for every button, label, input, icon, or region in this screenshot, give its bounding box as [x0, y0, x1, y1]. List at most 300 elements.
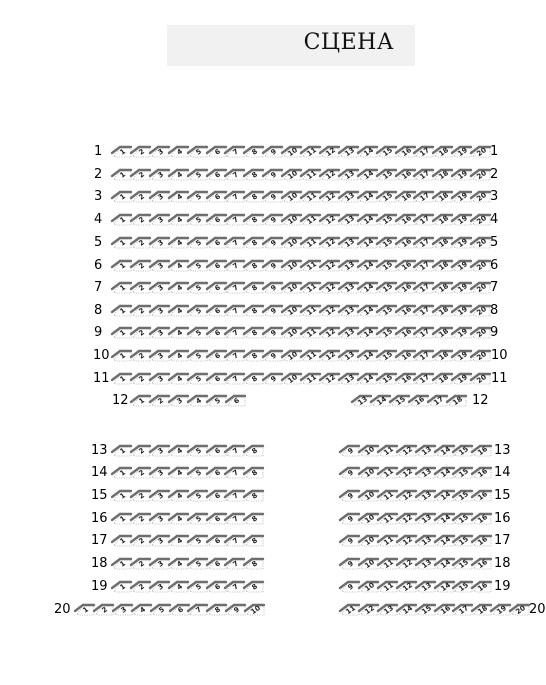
seat-number: 5	[194, 283, 203, 293]
seat-number: 15	[381, 169, 394, 182]
seat-number: 9	[269, 170, 279, 180]
seat-number: 2	[100, 605, 109, 615]
seat-number: 8	[250, 238, 260, 248]
seat-number: 13	[420, 490, 433, 503]
seat-number: 3	[156, 446, 165, 456]
seat-number: 2	[137, 514, 146, 524]
seat-number: 7	[231, 514, 241, 524]
seat-number: 7	[231, 536, 241, 546]
seat-number: 19	[456, 146, 470, 159]
seat-number: 3	[119, 605, 128, 615]
seat-number: 15	[457, 467, 471, 480]
seat-number: 14	[438, 558, 452, 571]
stage-label: СЦЕНА	[303, 30, 394, 55]
seat-number: 17	[418, 191, 432, 204]
seat-number: 6	[212, 468, 222, 478]
seat-number: 10	[249, 604, 263, 617]
seat-number: 17	[418, 327, 432, 340]
seat-number: 14	[362, 214, 375, 227]
seat[interactable]	[470, 371, 492, 389]
seat-number: 14	[362, 305, 375, 318]
row-label-right: 9	[490, 325, 499, 340]
row-label-left: 7	[94, 280, 103, 295]
seat-number: 14	[362, 191, 375, 204]
seat-number: 6	[212, 283, 222, 293]
seat-number: 15	[457, 581, 471, 594]
seat[interactable]	[243, 465, 265, 483]
seat-number: 15	[394, 395, 407, 408]
seat-number: 7	[231, 351, 241, 361]
seat-number: 11	[305, 373, 319, 386]
seat-number: 15	[381, 282, 394, 295]
seat-number: 12	[401, 535, 414, 548]
seat-number: 20	[514, 604, 528, 617]
seat-number: 9	[346, 536, 356, 546]
seat-number: 5	[194, 215, 203, 225]
seat[interactable]	[243, 533, 265, 551]
seat[interactable]	[471, 443, 493, 461]
seat-number: 1	[118, 446, 128, 456]
seat[interactable]	[244, 602, 266, 620]
seat-number: 13	[343, 350, 356, 363]
seat-number: 20	[475, 260, 489, 273]
seat-number: 10	[363, 581, 376, 594]
seat[interactable]	[470, 144, 492, 162]
seat-number: 6	[212, 261, 222, 271]
seat-number: 9	[269, 306, 279, 316]
row-label-left: 20	[54, 602, 71, 617]
seat-number: 2	[137, 328, 146, 338]
seat-number: 5	[194, 170, 203, 180]
seat-number: 16	[476, 581, 490, 594]
seat-number: 3	[156, 215, 165, 225]
row-label-left: 16	[91, 511, 108, 526]
seat-number: 4	[175, 328, 184, 338]
seat-number: 8	[250, 192, 260, 202]
seat-number: 12	[401, 445, 414, 458]
seat-number: 2	[156, 396, 165, 406]
seat-number: 1	[118, 192, 128, 202]
seat-number: 16	[399, 282, 413, 295]
seat-number: 16	[413, 395, 426, 408]
seat-number: 10	[286, 260, 300, 273]
row-label-left: 18	[91, 556, 108, 571]
seat-number: 5	[194, 374, 203, 384]
seat-number: 10	[363, 535, 376, 548]
seat-number: 14	[362, 260, 375, 273]
seat-number: 12	[324, 260, 337, 273]
row-label-left: 14	[91, 465, 108, 480]
row-label-left: 1	[94, 144, 103, 159]
row-label-right: 12	[472, 393, 489, 408]
seat-number: 8	[250, 536, 260, 546]
seat-number: 6	[212, 582, 222, 592]
seat-number: 9	[269, 351, 279, 361]
row-label-left: 17	[91, 533, 108, 548]
seat-number: 18	[437, 327, 451, 340]
row-label-right: 15	[494, 488, 511, 503]
seat-number: 5	[194, 514, 203, 524]
seat-number: 10	[363, 513, 376, 526]
seat-number: 4	[175, 215, 184, 225]
seat-number: 11	[305, 169, 319, 182]
seat-number: 20	[475, 191, 489, 204]
seat-number: 3	[156, 170, 165, 180]
seat-number: 14	[362, 282, 375, 295]
seat-number: 6	[175, 605, 185, 615]
row-label-left: 9	[94, 325, 103, 340]
seat-number: 4	[175, 170, 184, 180]
seat-number: 4	[175, 351, 184, 361]
seat-number: 11	[382, 513, 395, 526]
seat-number: 5	[194, 536, 203, 546]
seat-number: 12	[324, 169, 337, 182]
seat-number: 7	[231, 261, 241, 271]
seat[interactable]	[471, 579, 493, 597]
seat-number: 13	[382, 604, 395, 617]
seat[interactable]	[470, 325, 492, 343]
seat-number: 6	[212, 514, 222, 524]
seat-number: 6	[212, 306, 222, 316]
seat-number: 9	[269, 328, 279, 338]
seat[interactable]	[471, 556, 493, 574]
row-label-right: 16	[494, 511, 511, 526]
seat-number: 15	[457, 558, 471, 571]
seat-number: 4	[175, 491, 184, 501]
seat-number: 4	[175, 283, 184, 293]
seat-number: 12	[324, 282, 337, 295]
seat-number: 18	[437, 305, 451, 318]
seat-number: 19	[456, 305, 470, 318]
seat-number: 4	[175, 306, 184, 316]
seat-number: 3	[156, 536, 165, 546]
seat-number: 15	[457, 513, 471, 526]
seat-number: 15	[381, 305, 394, 318]
seat-number: 1	[118, 147, 128, 157]
seat[interactable]	[243, 579, 265, 597]
seat-number: 14	[362, 327, 375, 340]
seat-number: 13	[343, 214, 356, 227]
seat[interactable]	[470, 258, 492, 276]
seat-number: 5	[194, 559, 203, 569]
row-label-left: 8	[94, 303, 103, 318]
seat-number: 17	[457, 604, 471, 617]
seat-number: 11	[305, 282, 319, 295]
seat-number: 10	[363, 467, 376, 480]
seat-number: 18	[437, 282, 451, 295]
seat-number: 1	[118, 374, 128, 384]
seat-number: 8	[250, 582, 260, 592]
seat[interactable]	[471, 488, 493, 506]
seat-number: 11	[305, 237, 319, 250]
seat-number: 5	[213, 396, 222, 406]
seat-number: 16	[476, 558, 490, 571]
seat-number: 9	[269, 374, 279, 384]
seat-number: 8	[250, 351, 260, 361]
seat-number: 4	[138, 605, 147, 615]
seat-number: 16	[399, 146, 413, 159]
seat-number: 4	[175, 261, 184, 271]
seat-number: 4	[175, 192, 184, 202]
seat-number: 3	[156, 261, 165, 271]
seat-number: 17	[418, 373, 432, 386]
seat-number: 16	[438, 604, 452, 617]
seat-number: 9	[269, 283, 279, 293]
seat-number: 7	[231, 582, 241, 592]
seat-number: 15	[381, 350, 394, 363]
row-label-right: 17	[494, 533, 511, 548]
seat-number: 1	[81, 605, 91, 615]
seat-number: 18	[437, 237, 451, 250]
seat-number: 14	[438, 490, 452, 503]
seat-number: 7	[231, 192, 241, 202]
seat-number: 6	[212, 491, 222, 501]
seat-number: 8	[250, 283, 260, 293]
seat-number: 12	[324, 327, 337, 340]
seat-number: 13	[420, 558, 433, 571]
seat-number: 13	[420, 581, 433, 594]
seat[interactable]	[471, 465, 493, 483]
row-label-right: 10	[491, 348, 508, 363]
seat-number: 18	[437, 169, 451, 182]
seat-number: 12	[324, 350, 337, 363]
seat-number: 8	[213, 605, 223, 615]
seat-number: 12	[324, 146, 337, 159]
seat-number: 6	[212, 351, 222, 361]
seat-number: 6	[212, 536, 222, 546]
seat-number: 16	[399, 260, 413, 273]
seat-number: 18	[437, 191, 451, 204]
seat-number: 18	[437, 373, 451, 386]
seat-number: 11	[305, 191, 319, 204]
seat-number: 20	[475, 373, 489, 386]
seat-number: 2	[137, 147, 146, 157]
seat-number: 18	[437, 350, 451, 363]
seat-number: 1	[118, 170, 128, 180]
seat-number: 14	[438, 513, 452, 526]
seat-number: 5	[194, 491, 203, 501]
seat-number: 2	[137, 261, 146, 271]
seat-number: 10	[363, 490, 376, 503]
row-label-left: 15	[91, 488, 108, 503]
seat-number: 15	[457, 490, 471, 503]
seat-number: 10	[286, 373, 300, 386]
seat-number: 3	[156, 147, 165, 157]
seat-number: 11	[382, 558, 395, 571]
seat-number: 13	[343, 282, 356, 295]
seat-number: 12	[324, 305, 337, 318]
seat-number: 12	[401, 513, 414, 526]
seat[interactable]	[470, 167, 492, 185]
seat-number: 9	[232, 605, 242, 615]
seat-number: 7	[231, 306, 241, 316]
seat[interactable]	[470, 303, 492, 321]
seat-number: 14	[362, 146, 375, 159]
row-label-right: 4	[490, 212, 499, 227]
seat[interactable]	[446, 393, 468, 411]
seat-number: 12	[401, 581, 414, 594]
seat-number: 2	[137, 536, 146, 546]
seat-number: 16	[399, 214, 413, 227]
seat-number: 6	[212, 559, 222, 569]
seat-number: 12	[401, 467, 414, 480]
seat-number: 8	[250, 215, 260, 225]
seat-number: 3	[156, 306, 165, 316]
seat-number: 3	[156, 374, 165, 384]
seat-number: 7	[231, 468, 241, 478]
seat-number: 20	[475, 169, 489, 182]
seat[interactable]	[470, 348, 492, 366]
seat-number: 19	[456, 214, 470, 227]
seat-number: 9	[269, 192, 279, 202]
seat-number: 5	[194, 147, 203, 157]
seat-number: 5	[194, 468, 203, 478]
seat-number: 18	[437, 214, 451, 227]
seat-number: 12	[401, 490, 414, 503]
seat-number: 3	[156, 559, 165, 569]
seat-number: 11	[305, 146, 319, 159]
seat[interactable]	[470, 280, 492, 298]
seat-number: 2	[137, 306, 146, 316]
row-label-left: 19	[91, 579, 108, 594]
row-label-left: 10	[93, 348, 110, 363]
seat-number: 2	[137, 559, 146, 569]
seat-number: 10	[363, 558, 376, 571]
seat-number: 7	[231, 283, 241, 293]
seat-number: 2	[137, 238, 146, 248]
seat-number: 2	[137, 170, 146, 180]
seat-number: 10	[286, 350, 300, 363]
seat-number: 8	[250, 147, 260, 157]
seat-number: 9	[346, 582, 356, 592]
seat-number: 13	[420, 513, 433, 526]
seat-number: 16	[399, 373, 413, 386]
seat-number: 9	[269, 215, 279, 225]
seat-number: 8	[250, 559, 260, 569]
seat-number: 7	[231, 446, 241, 456]
seat[interactable]	[471, 533, 493, 551]
seat-number: 6	[212, 238, 222, 248]
seat-number: 9	[346, 468, 356, 478]
seat-number: 20	[475, 237, 489, 250]
seat-number: 13	[343, 305, 356, 318]
seat-number: 4	[175, 582, 184, 592]
seat[interactable]	[225, 393, 247, 411]
seat-number: 8	[250, 328, 260, 338]
seat-number: 11	[382, 467, 395, 480]
row-label-left: 12	[112, 393, 129, 408]
seat-number: 17	[418, 237, 432, 250]
seat-number: 15	[381, 260, 394, 273]
seat-number: 10	[363, 445, 376, 458]
seat-number: 8	[250, 170, 260, 180]
seat-number: 13	[420, 445, 433, 458]
seat[interactable]	[470, 235, 492, 253]
seat-number: 6	[212, 192, 222, 202]
seat-number: 7	[231, 491, 241, 501]
seat-number: 14	[438, 467, 452, 480]
seat-number: 10	[286, 237, 300, 250]
seat[interactable]	[243, 556, 265, 574]
seat-number: 3	[156, 192, 165, 202]
seat-number: 8	[250, 468, 260, 478]
seat-number: 20	[475, 305, 489, 318]
seat-number: 10	[286, 282, 300, 295]
seat-number: 4	[175, 374, 184, 384]
seat-number: 15	[457, 445, 471, 458]
seat-number: 17	[418, 305, 432, 318]
seat-number: 11	[382, 490, 395, 503]
seat-number: 8	[250, 514, 260, 524]
seat-number: 4	[175, 559, 184, 569]
seat-number: 3	[156, 351, 165, 361]
seat[interactable]	[243, 488, 265, 506]
seat-number: 11	[305, 260, 319, 273]
row-label-right: 6	[490, 258, 499, 273]
seat-number: 6	[212, 147, 222, 157]
seat-number: 5	[194, 261, 203, 271]
seat-number: 9	[346, 491, 356, 501]
row-label-right: 13	[494, 443, 511, 458]
row-label-right: 2	[490, 167, 499, 182]
seat[interactable]	[471, 511, 493, 529]
seat[interactable]	[470, 212, 492, 230]
seat-number: 4	[175, 536, 184, 546]
seat-number: 16	[399, 305, 413, 318]
seat-number: 8	[250, 491, 260, 501]
seat-number: 2	[137, 491, 146, 501]
seat-number: 2	[137, 582, 146, 592]
seat[interactable]	[509, 602, 531, 620]
seat[interactable]	[243, 511, 265, 529]
seat-number: 20	[475, 350, 489, 363]
seat-number: 14	[362, 373, 375, 386]
seat-number: 9	[269, 147, 279, 157]
seat-number: 1	[137, 396, 147, 406]
seat-number: 6	[212, 170, 222, 180]
seat-number: 16	[476, 490, 490, 503]
seat-number: 14	[375, 395, 388, 408]
row-label-right: 1	[490, 144, 499, 159]
seat-number: 17	[418, 350, 432, 363]
seat-number: 16	[399, 169, 413, 182]
seat[interactable]	[243, 443, 265, 461]
seat-number: 2	[137, 215, 146, 225]
seat-number: 7	[231, 374, 241, 384]
seat-number: 8	[250, 261, 260, 271]
seat-number: 15	[457, 535, 471, 548]
seat-number: 20	[475, 327, 489, 340]
seat-number: 16	[476, 467, 490, 480]
row-label-right: 18	[494, 556, 511, 571]
seat-number: 7	[231, 147, 241, 157]
seat-number: 2	[137, 446, 146, 456]
seat-number: 13	[356, 395, 370, 408]
seat-number: 11	[382, 581, 395, 594]
seat-number: 5	[194, 446, 203, 456]
seat-number: 4	[175, 446, 184, 456]
seat[interactable]	[470, 189, 492, 207]
row-label-right: 3	[490, 189, 499, 204]
seat-number: 17	[418, 146, 432, 159]
seat-number: 3	[156, 491, 165, 501]
seat-number: 2	[137, 351, 146, 361]
row-label-left: 5	[94, 235, 103, 250]
seat-number: 13	[343, 146, 356, 159]
seat-number: 4	[175, 514, 184, 524]
seat-number: 9	[346, 446, 356, 456]
seat-number: 15	[381, 146, 394, 159]
